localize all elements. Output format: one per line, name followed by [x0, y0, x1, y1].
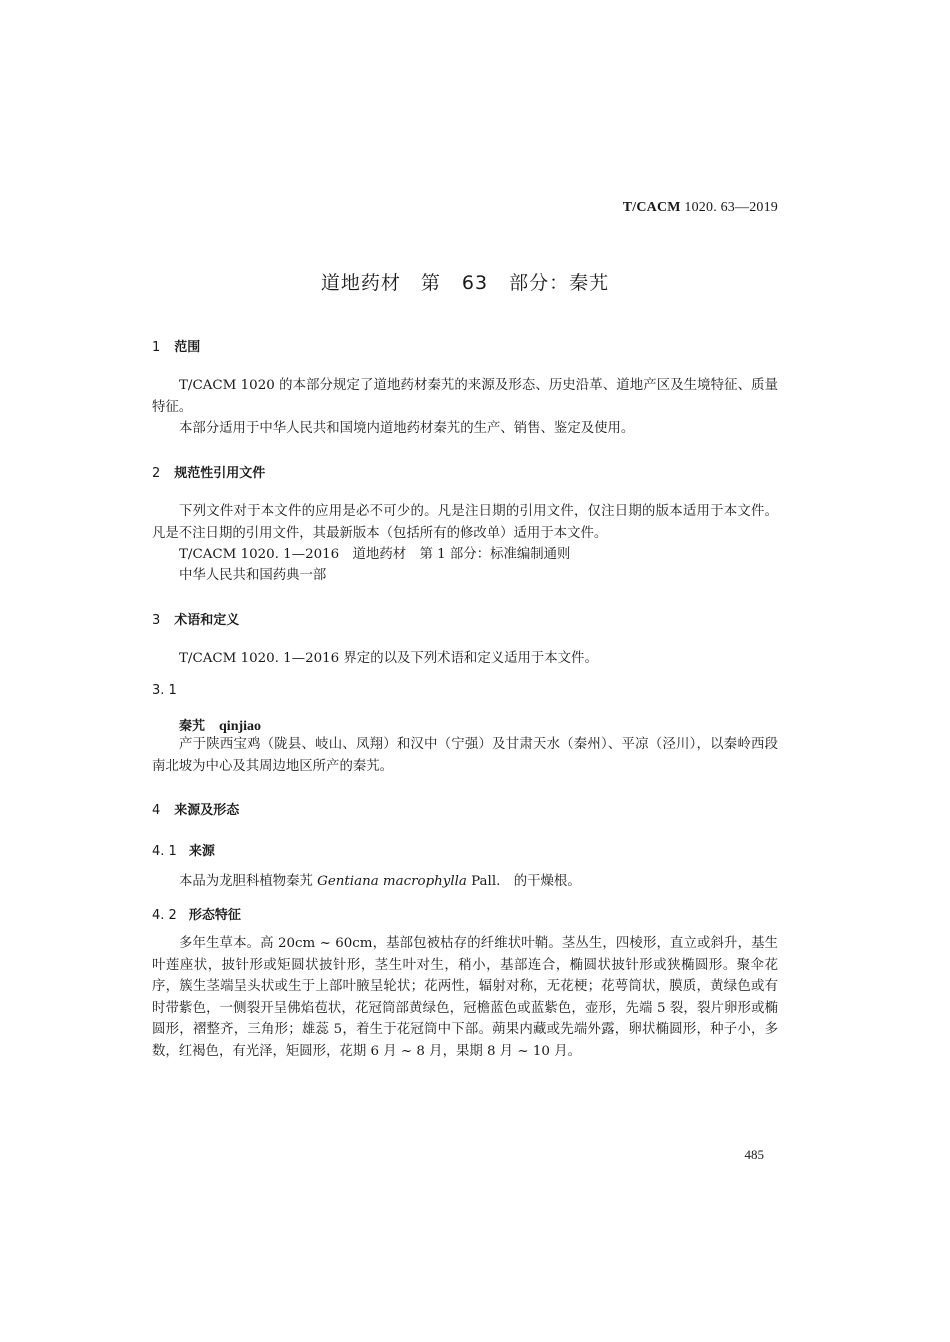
section-1-paragraph-1: T/CACM 1020 的本部分规定了道地药材秦艽的来源及形态、历史沿革、道地产区及生境特征、质量特征。: [152, 378, 778, 415]
document-title: 道地药材 第 63 部分：秦艽: [320, 272, 610, 294]
standard-code: T/CACM 1020. 63—2019: [622, 200, 778, 215]
term-entry: 秦艽 qinjiao: [179, 719, 262, 734]
reference-1: T/CACM 1020. 1—2016 道地药材 第 1 部分：标准编制通则: [179, 547, 571, 562]
section-1-paragraph-2: 本部分适用于中华人民共和国境内道地药材秦艽的生产、销售、鉴定及使用。: [179, 421, 635, 436]
section-3-paragraph-1: T/CACM 1020. 1—2016 界定的以及下列术语和定义适用于本文件。: [179, 651, 598, 666]
subsection-3-1-heading: 3. 1: [152, 683, 177, 698]
section-3-heading: 3 术语和定义: [152, 613, 240, 628]
subsection-4-2-heading: 4. 2 形态特征: [152, 908, 241, 923]
page-number: 485: [744, 1147, 764, 1162]
subsection-4-1-heading: 4. 1 来源: [152, 844, 215, 859]
section-1-heading: 1 范围: [152, 340, 201, 355]
section-2-paragraph-1: 下列文件对于本文件的应用是必不可少的。凡是注日期的引用文件，仅注日期的版本适用于本文件。凡是不注日期的引用文件，其最新版本（包括所有的修改单）适用于本文件。: [152, 504, 778, 541]
section-2-heading: 2 规范性引用文件: [152, 466, 266, 481]
subsection-4-1-text: 本品为龙胆科植物秦艽 Gentiana macrophylla Pall. 的干燥根。: [179, 874, 581, 889]
section-4-heading: 4 来源及形态: [152, 803, 240, 818]
reference-2: 中华人民共和国药典一部: [179, 568, 327, 583]
subsection-4-2-text: 多年生草本。高 20cm ~ 60cm，基部包被枯存的纤维状叶鞘。茎丛生，四棱形，直立或斜升，基生叶莲座状，披针形或矩圆状披针形，茎生叶对生，稍小，基部连合，椭圆状披针形或狭椭圆形。聚伞花序，簇生茎端呈头状或生于上部叶腋呈轮状；花两性，辐射对称，无花梗；花萼筒状，膜质，黄绿色或有时带紫色，一侧裂开呈佛焰苞状，花冠筒部黄绿色，冠檐蓝色或蓝紫色，壶形，先端 5 裂，裂片卵形或椭圆形，褶整齐，三角形；雄蕊 5，着生于花冠筒中下部。蒴果内藏或先端外露，卵状椭圆形，种子小，多数，红褐色，有光泽，矩圆形，花期 6 月 ~ 8 月，果期 8 月 ~ 10 月。: [152, 936, 778, 1059]
term-definition: 产于陕西宝鸡（陇县、岐山、凤翔）和汉中（宁强）及甘肃天水（秦州）、平凉（泾川），以秦岭西段南北坡为中心及其周边地区所产的秦艽。: [152, 737, 778, 774]
